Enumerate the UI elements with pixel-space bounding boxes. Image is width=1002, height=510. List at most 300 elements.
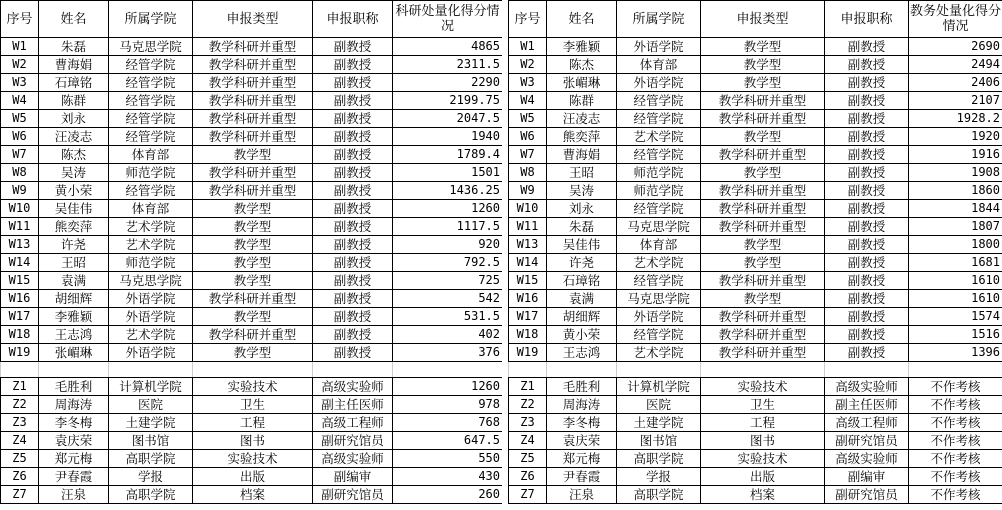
- table-cell: 不作考核: [909, 396, 1002, 414]
- spacer-cell: [909, 362, 1002, 378]
- table-cell: 376: [393, 344, 503, 362]
- table-cell: 副教授: [825, 146, 909, 164]
- teaching-table-header: [509, 1, 1002, 38]
- table-cell: 1260: [393, 378, 503, 396]
- table-row: [1, 92, 503, 110]
- table-row: [509, 396, 1002, 414]
- table-cell: 外语学院: [109, 308, 193, 326]
- table-cell: 1396: [909, 344, 1002, 362]
- table-cell: 工程: [701, 414, 825, 432]
- table-cell: 汪泉: [39, 486, 109, 504]
- table-cell: W17: [509, 308, 547, 326]
- table-cell: W4: [1, 92, 39, 110]
- table-cell: 高级实验师: [313, 450, 393, 468]
- table-cell: W3: [509, 74, 547, 92]
- table-cell: 教学型: [701, 164, 825, 182]
- table-row: [1, 56, 503, 74]
- table-cell: 高级工程师: [825, 414, 909, 432]
- research-table-body: [1, 38, 503, 504]
- table-cell: 尹春霞: [39, 468, 109, 486]
- table-row: [1, 344, 503, 362]
- table-cell: 教学型: [701, 38, 825, 56]
- research-score-table: [0, 0, 503, 504]
- table-row: [1, 378, 503, 396]
- spacer-cell: [547, 362, 617, 378]
- table-cell: W2: [509, 56, 547, 74]
- column-header: 所属学院: [109, 1, 193, 38]
- table-cell: 经管学院: [617, 200, 701, 218]
- table-cell: Z6: [1, 468, 39, 486]
- table-row: [509, 432, 1002, 450]
- table-cell: 副教授: [825, 272, 909, 290]
- table-cell: 教学科研并重型: [193, 74, 313, 92]
- table-cell: 师范学院: [109, 254, 193, 272]
- table-cell: 石璋铭: [547, 272, 617, 290]
- table-row: [1, 182, 503, 200]
- table-cell: 2047.5: [393, 110, 503, 128]
- table-cell: 副教授: [313, 218, 393, 236]
- table-row: [1, 200, 503, 218]
- header-row: [1, 1, 503, 38]
- table-row: [509, 290, 1002, 308]
- table-cell: 毛胜利: [547, 378, 617, 396]
- table-cell: 教学型: [193, 200, 313, 218]
- table-cell: W6: [1, 128, 39, 146]
- table-cell: 副教授: [313, 92, 393, 110]
- table-cell: 教学科研并重型: [701, 308, 825, 326]
- spacer-row: [509, 362, 1002, 378]
- table-cell: 2494: [909, 56, 1002, 74]
- table-cell: 1908: [909, 164, 1002, 182]
- table-cell: W15: [1, 272, 39, 290]
- table-cell: 教学科研并重型: [701, 344, 825, 362]
- table-row: [509, 326, 1002, 344]
- table-cell: 不作考核: [909, 414, 1002, 432]
- table-row: [509, 146, 1002, 164]
- table-cell: 黄小荣: [39, 182, 109, 200]
- table-cell: 经管学院: [109, 182, 193, 200]
- table-cell: W18: [1, 326, 39, 344]
- table-cell: 汪凌志: [547, 110, 617, 128]
- table-cell: 副教授: [825, 164, 909, 182]
- table-cell: 体育部: [109, 146, 193, 164]
- table-cell: 副教授: [313, 200, 393, 218]
- table-row: [1, 128, 503, 146]
- table-cell: 副教授: [825, 326, 909, 344]
- spacer-cell: [1, 362, 39, 378]
- table-cell: 1436.25: [393, 182, 503, 200]
- table-cell: 教学科研并重型: [193, 164, 313, 182]
- table-cell: 周海涛: [39, 396, 109, 414]
- table-cell: W19: [509, 344, 547, 362]
- table-cell: 外语学院: [109, 290, 193, 308]
- table-cell: 王昭: [547, 164, 617, 182]
- table-cell: W6: [509, 128, 547, 146]
- table-cell: 2199.75: [393, 92, 503, 110]
- table-cell: 副教授: [313, 128, 393, 146]
- table-cell: 图书: [193, 432, 313, 450]
- table-row: [1, 486, 503, 504]
- table-cell: 副教授: [825, 236, 909, 254]
- table-cell: 教学型: [701, 290, 825, 308]
- column-header: 申报职称: [313, 1, 393, 38]
- header-row: [509, 1, 1002, 38]
- table-cell: 647.5: [393, 432, 503, 450]
- table-cell: 刘永: [39, 110, 109, 128]
- table-cell: 不作考核: [909, 378, 1002, 396]
- table-cell: 曹海娟: [39, 56, 109, 74]
- table-cell: 1574: [909, 308, 1002, 326]
- table-cell: 1501: [393, 164, 503, 182]
- table-cell: 副教授: [313, 290, 393, 308]
- column-header: 申报职称: [825, 1, 909, 38]
- table-cell: 袁满: [39, 272, 109, 290]
- column-header: 申报类型: [193, 1, 313, 38]
- table-cell: 792.5: [393, 254, 503, 272]
- table-cell: 马克思学院: [109, 272, 193, 290]
- spacer-cell: [701, 362, 825, 378]
- table-row: [509, 450, 1002, 468]
- table-row: [1, 468, 503, 486]
- column-header: 教务处量化得分情况: [909, 1, 1002, 38]
- table-cell: 土建学院: [617, 414, 701, 432]
- table-cell: 许尧: [39, 236, 109, 254]
- table-cell: 副教授: [313, 236, 393, 254]
- table-cell: 副教授: [313, 272, 393, 290]
- table-cell: 教学型: [701, 254, 825, 272]
- column-header: 姓名: [547, 1, 617, 38]
- table-cell: Z4: [1, 432, 39, 450]
- table-cell: Z4: [509, 432, 547, 450]
- table-cell: W17: [1, 308, 39, 326]
- table-cell: 教学型: [701, 74, 825, 92]
- table-cell: W9: [1, 182, 39, 200]
- table-cell: W9: [509, 182, 547, 200]
- table-cell: 教学科研并重型: [701, 92, 825, 110]
- table-cell: 马克思学院: [617, 218, 701, 236]
- table-row: [1, 236, 503, 254]
- table-cell: 副教授: [313, 110, 393, 128]
- table-row: [509, 254, 1002, 272]
- table-cell: 胡细辉: [39, 290, 109, 308]
- table-row: [509, 74, 1002, 92]
- table-cell: W14: [1, 254, 39, 272]
- table-cell: 吴涛: [39, 164, 109, 182]
- table-cell: 卫生: [193, 396, 313, 414]
- table-cell: 教学科研并重型: [193, 56, 313, 74]
- table-cell: 副教授: [313, 164, 393, 182]
- table-cell: 副教授: [313, 344, 393, 362]
- table-cell: W13: [509, 236, 547, 254]
- table-cell: 教学科研并重型: [193, 92, 313, 110]
- table-cell: 副教授: [825, 92, 909, 110]
- table-cell: 艺术学院: [109, 326, 193, 344]
- table-cell: 1610: [909, 290, 1002, 308]
- table-cell: 经管学院: [617, 92, 701, 110]
- table-cell: 计算机学院: [617, 378, 701, 396]
- table-cell: 1789.4: [393, 146, 503, 164]
- table-cell: 张嵋琳: [39, 344, 109, 362]
- table-cell: 陈杰: [547, 56, 617, 74]
- table-row: [1, 110, 503, 128]
- table-cell: W1: [509, 38, 547, 56]
- table-cell: W15: [509, 272, 547, 290]
- table-cell: 副教授: [313, 326, 393, 344]
- table-cell: W8: [509, 164, 547, 182]
- table-row: [1, 146, 503, 164]
- table-cell: 师范学院: [617, 182, 701, 200]
- table-cell: 不作考核: [909, 432, 1002, 450]
- spacer-cell: [193, 362, 313, 378]
- table-cell: 教学科研并重型: [701, 218, 825, 236]
- table-row: [1, 450, 503, 468]
- table-cell: W3: [1, 74, 39, 92]
- teaching-score-table: [508, 0, 1002, 504]
- table-cell: 副教授: [825, 182, 909, 200]
- table-cell: W18: [509, 326, 547, 344]
- table-cell: Z1: [1, 378, 39, 396]
- table-cell: 马克思学院: [109, 38, 193, 56]
- table-cell: 副教授: [313, 38, 393, 56]
- table-cell: 920: [393, 236, 503, 254]
- table-cell: 1916: [909, 146, 1002, 164]
- table-cell: 艺术学院: [109, 218, 193, 236]
- table-cell: 教学型: [193, 344, 313, 362]
- table-cell: 1516: [909, 326, 1002, 344]
- table-cell: 艺术学院: [109, 236, 193, 254]
- table-cell: 尹春霞: [547, 468, 617, 486]
- table-cell: 教学科研并重型: [193, 290, 313, 308]
- table-cell: Z7: [1, 486, 39, 504]
- table-cell: 档案: [193, 486, 313, 504]
- table-cell: W2: [1, 56, 39, 74]
- table-cell: 402: [393, 326, 503, 344]
- table-cell: 外语学院: [617, 308, 701, 326]
- table-cell: Z3: [1, 414, 39, 432]
- spacer-cell: [313, 362, 393, 378]
- table-cell: 经管学院: [109, 128, 193, 146]
- table-row: [509, 344, 1002, 362]
- table-cell: 袁庆荣: [547, 432, 617, 450]
- table-cell: 2406: [909, 74, 1002, 92]
- table-cell: 教学型: [701, 236, 825, 254]
- table-cell: 高级实验师: [825, 378, 909, 396]
- table-cell: W11: [509, 218, 547, 236]
- table-cell: 2311.5: [393, 56, 503, 74]
- table-cell: Z2: [509, 396, 547, 414]
- table-cell: 档案: [701, 486, 825, 504]
- table-row: [509, 200, 1002, 218]
- table-cell: 教学型: [701, 128, 825, 146]
- column-header: 所属学院: [617, 1, 701, 38]
- spacer-cell: [617, 362, 701, 378]
- table-cell: 经管学院: [617, 110, 701, 128]
- table-row: [509, 182, 1002, 200]
- table-cell: 经管学院: [617, 146, 701, 164]
- table-row: [509, 272, 1002, 290]
- table-cell: 不作考核: [909, 468, 1002, 486]
- spacer-cell: [393, 362, 503, 378]
- table-cell: 陈杰: [39, 146, 109, 164]
- table-cell: 郑元梅: [547, 450, 617, 468]
- table-cell: 副教授: [825, 290, 909, 308]
- table-cell: 经管学院: [617, 326, 701, 344]
- spacer-cell: [825, 362, 909, 378]
- table-cell: 李雅颖: [39, 308, 109, 326]
- table-row: [1, 272, 503, 290]
- teaching-table-body: [509, 38, 1002, 504]
- table-cell: 刘永: [547, 200, 617, 218]
- table-cell: Z6: [509, 468, 547, 486]
- table-cell: 石璋铭: [39, 74, 109, 92]
- table-cell: 550: [393, 450, 503, 468]
- table-cell: 学报: [109, 468, 193, 486]
- table-cell: 张嵋琳: [547, 74, 617, 92]
- table-cell: 副研究馆员: [313, 486, 393, 504]
- spacer-row: [1, 362, 503, 378]
- table-cell: 毛胜利: [39, 378, 109, 396]
- column-header: 序号: [1, 1, 39, 38]
- table-cell: 教学科研并重型: [701, 110, 825, 128]
- table-row: [1, 74, 503, 92]
- table-cell: 768: [393, 414, 503, 432]
- table-cell: 1807: [909, 218, 1002, 236]
- table-row: [509, 92, 1002, 110]
- table-cell: 4865: [393, 38, 503, 56]
- table-row: [509, 414, 1002, 432]
- table-cell: 李冬梅: [547, 414, 617, 432]
- table-cell: W8: [1, 164, 39, 182]
- table-cell: 卫生: [701, 396, 825, 414]
- table-cell: 体育部: [109, 200, 193, 218]
- table-cell: 王昭: [39, 254, 109, 272]
- spacer-cell: [509, 362, 547, 378]
- table-cell: 实验技术: [193, 450, 313, 468]
- table-cell: 高职学院: [109, 486, 193, 504]
- table-cell: 工程: [193, 414, 313, 432]
- table-cell: 师范学院: [617, 164, 701, 182]
- table-cell: 542: [393, 290, 503, 308]
- research-table-header: [1, 1, 503, 38]
- spacer-cell: [109, 362, 193, 378]
- table-cell: 朱磊: [547, 218, 617, 236]
- table-cell: 2290: [393, 74, 503, 92]
- table-cell: 高职学院: [109, 450, 193, 468]
- table-cell: 李冬梅: [39, 414, 109, 432]
- table-cell: 许尧: [547, 254, 617, 272]
- table-cell: 1681: [909, 254, 1002, 272]
- table-cell: 出版: [701, 468, 825, 486]
- table-row: [1, 164, 503, 182]
- table-cell: 体育部: [617, 56, 701, 74]
- table-cell: 高职学院: [617, 486, 701, 504]
- table-row: [509, 308, 1002, 326]
- table-cell: 吴涛: [547, 182, 617, 200]
- table-cell: 实验技术: [701, 378, 825, 396]
- table-cell: 副教授: [825, 110, 909, 128]
- table-cell: 教学型: [701, 56, 825, 74]
- table-cell: 陈群: [39, 92, 109, 110]
- table-cell: W5: [509, 110, 547, 128]
- table-cell: 副研究馆员: [825, 486, 909, 504]
- table-cell: 艺术学院: [617, 254, 701, 272]
- table-row: [1, 308, 503, 326]
- table-cell: Z5: [509, 450, 547, 468]
- table-cell: 艺术学院: [617, 128, 701, 146]
- table-row: [509, 468, 1002, 486]
- table-cell: 副教授: [313, 74, 393, 92]
- table-cell: 王志鸿: [39, 326, 109, 344]
- table-cell: 外语学院: [617, 74, 701, 92]
- table-cell: 胡细辉: [547, 308, 617, 326]
- table-cell: 不作考核: [909, 450, 1002, 468]
- table-row: [509, 128, 1002, 146]
- table-cell: 430: [393, 468, 503, 486]
- table-cell: 马克思学院: [617, 290, 701, 308]
- table-cell: W10: [1, 200, 39, 218]
- column-header: 科研处量化得分情况: [393, 1, 503, 38]
- table-cell: 熊奕萍: [39, 218, 109, 236]
- table-cell: Z1: [509, 378, 547, 396]
- table-cell: 2107: [909, 92, 1002, 110]
- table-cell: 图书馆: [617, 432, 701, 450]
- table-cell: 副教授: [313, 182, 393, 200]
- table-cell: 副教授: [825, 200, 909, 218]
- table-row: [509, 378, 1002, 396]
- column-header: 序号: [509, 1, 547, 38]
- table-cell: 袁满: [547, 290, 617, 308]
- table-cell: 副教授: [313, 56, 393, 74]
- table-cell: 1610: [909, 272, 1002, 290]
- table-cell: 2690: [909, 38, 1002, 56]
- table-cell: 土建学院: [109, 414, 193, 432]
- table-cell: 高级工程师: [313, 414, 393, 432]
- table-cell: 教学科研并重型: [193, 182, 313, 200]
- table-cell: 黄小荣: [547, 326, 617, 344]
- table-cell: 李雅颖: [547, 38, 617, 56]
- table-cell: 教学科研并重型: [701, 326, 825, 344]
- table-cell: W7: [509, 146, 547, 164]
- table-cell: Z5: [1, 450, 39, 468]
- table-row: [1, 432, 503, 450]
- table-cell: 经管学院: [109, 56, 193, 74]
- table-cell: 1920: [909, 128, 1002, 146]
- table-cell: 熊奕萍: [547, 128, 617, 146]
- table-cell: 725: [393, 272, 503, 290]
- table-cell: 副教授: [825, 56, 909, 74]
- table-cell: 吴佳伟: [547, 236, 617, 254]
- table-cell: 图书馆: [109, 432, 193, 450]
- table-cell: Z7: [509, 486, 547, 504]
- table-cell: W4: [509, 92, 547, 110]
- table-cell: 教学型: [193, 218, 313, 236]
- column-header: 姓名: [39, 1, 109, 38]
- table-cell: 汪泉: [547, 486, 617, 504]
- table-cell: 1844: [909, 200, 1002, 218]
- table-cell: 图书: [701, 432, 825, 450]
- table-cell: 周海涛: [547, 396, 617, 414]
- table-cell: 经管学院: [109, 110, 193, 128]
- table-cell: 1860: [909, 182, 1002, 200]
- table-cell: 朱磊: [39, 38, 109, 56]
- table-row: [509, 56, 1002, 74]
- table-cell: W11: [1, 218, 39, 236]
- table-cell: 1800: [909, 236, 1002, 254]
- table-row: [1, 326, 503, 344]
- table-cell: 体育部: [617, 236, 701, 254]
- table-cell: 副教授: [825, 344, 909, 362]
- table-cell: 医院: [617, 396, 701, 414]
